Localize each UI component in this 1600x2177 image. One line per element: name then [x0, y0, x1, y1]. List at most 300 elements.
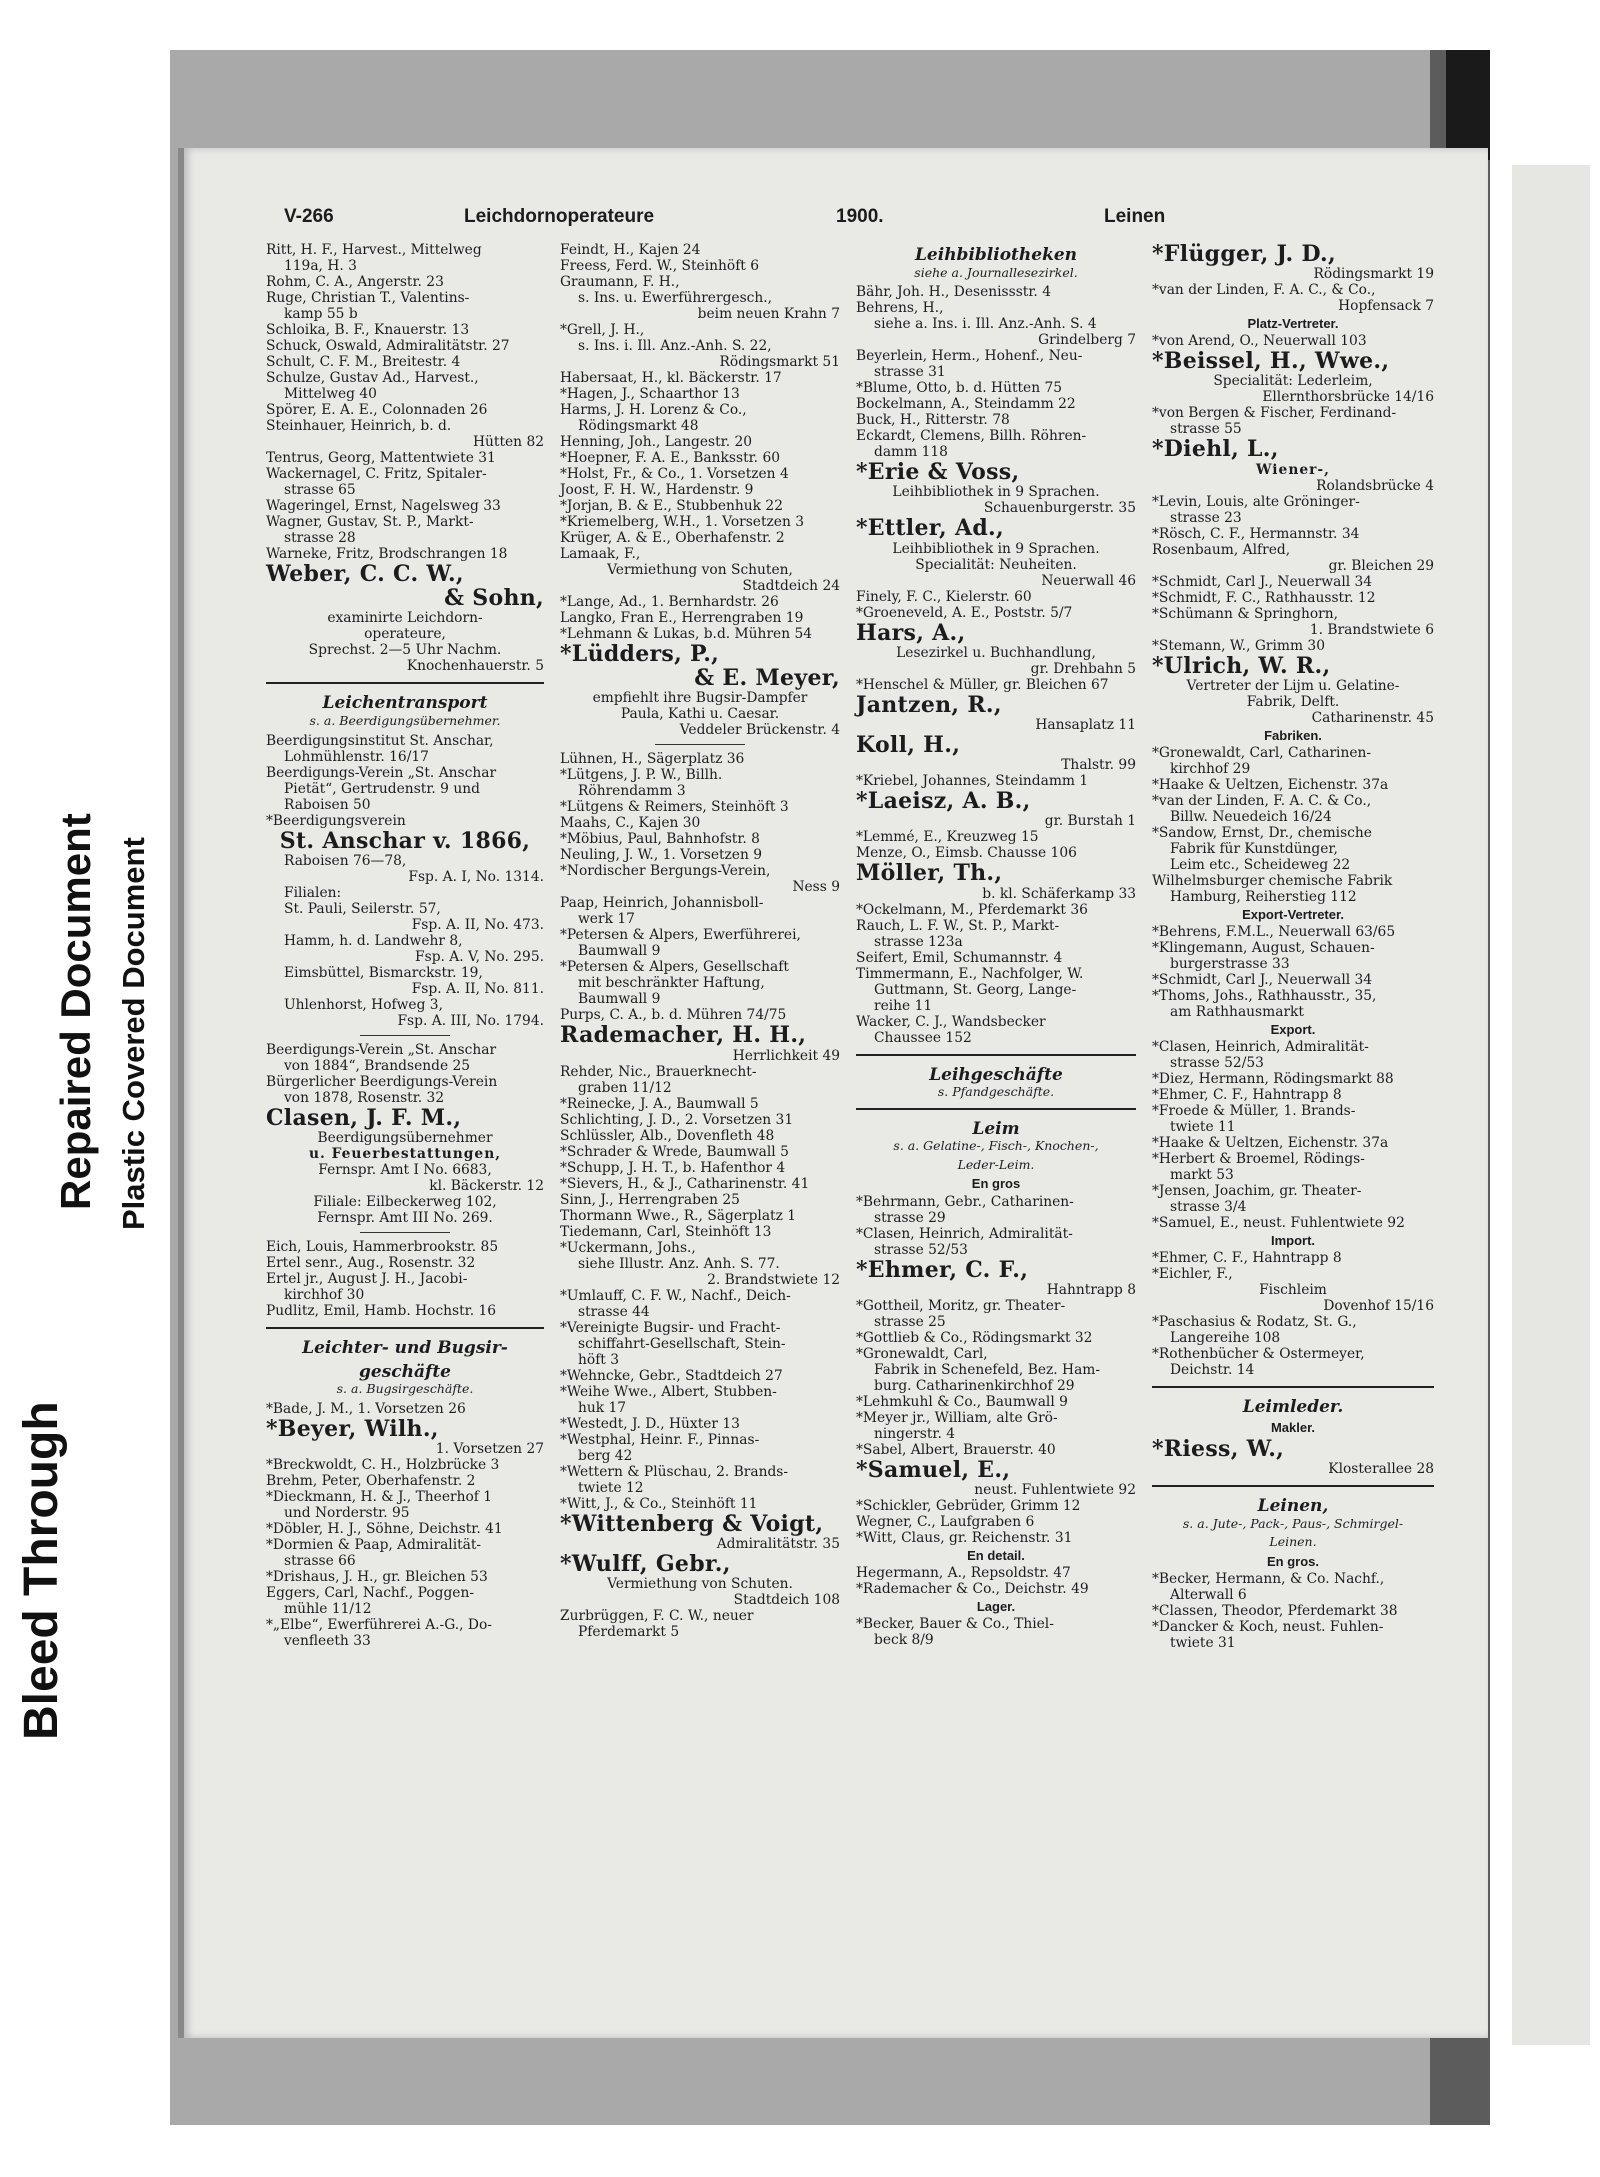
directory-entry: burgerstrasse 33	[1170, 955, 1290, 972]
column-rule	[1152, 1485, 1434, 1487]
advert-name: *Wulff, Gebr.,	[560, 1550, 731, 1577]
directory-entry: *Hoepner, F. A. E., Banksstr. 60	[560, 450, 781, 466]
directory-entry: Vermiethung von Schuten,	[607, 562, 793, 578]
directory-entry: Uhlenhorst, Hofweg 3,	[284, 996, 443, 1013]
directory-entry: Stadtdeich 24	[742, 578, 840, 594]
directory-entry: Rödingsmarkt 48	[578, 418, 699, 434]
directory-entry: Wackernagel, C. Fritz, Spitaler-	[266, 466, 487, 482]
directory-entry: *Weihe Wwe., Albert, Stubben-	[560, 1383, 777, 1400]
directory-entry: höft 3	[578, 1351, 620, 1368]
directory-entry: kl. Bäckerstr. 12	[429, 1177, 544, 1194]
directory-entry: *von Bergen & Fischer, Ferdinand-	[1152, 405, 1397, 422]
column-1	[266, 242, 544, 1649]
advert-name: Clasen, J. F. M.,	[266, 1104, 462, 1131]
directory-entry: Specialität: Neuheiten.	[915, 556, 1077, 573]
directory-entry: Leihbibliothek in 9 Sprachen.	[892, 484, 1100, 501]
directory-entry: *Levin, Louis, alte Gröninger-	[1152, 493, 1360, 510]
directory-entry: Pietät“, Gertrudenstr. 9 und	[284, 780, 480, 797]
directory-entry: *Sievers, H., & J., Catharinenstr. 41	[560, 1175, 810, 1192]
directory-entry: *Clasen, Heinrich, Admiralität-	[856, 1225, 1073, 1242]
column-2	[560, 242, 840, 1640]
directory-entry: Fabriken.	[1264, 727, 1322, 743]
directory-entry: Knochenhauerstr. 5	[406, 658, 544, 675]
directory-entry: *Gronewaldt, Carl, Catharinen-	[1152, 744, 1372, 761]
directory-entry: *Thoms, Johs., Rathhausstr., 35,	[1152, 987, 1377, 1004]
side-labels	[14, 100, 151, 1820]
directory-entry: Pudlitz, Emil, Hamb. Hochstr. 16	[266, 1302, 497, 1319]
directory-entry: Beyerlein, Herm., Hohenf., Neu-	[856, 348, 1083, 365]
directory-entry: strasse 25	[874, 1313, 946, 1330]
directory-entry: Leim etc., Scheideweg 22	[1170, 856, 1351, 873]
directory-entry: *Classen, Theodor, Pferdemarkt 38	[1152, 1602, 1398, 1619]
directory-entry: empfiehlt ihre Bugsir-Dampfer	[592, 690, 808, 707]
directory-entry: von 1878, Rosenstr. 32	[284, 1089, 445, 1106]
section-heading: Leimleder.	[1242, 1397, 1344, 1418]
directory-entry: Röhrendamm 3	[578, 783, 686, 800]
directory-entry: Ruge, Christian T., Valentins-	[266, 290, 470, 306]
directory-entry: Eich, Louis, Hammerbrookstr. 85	[266, 1238, 499, 1255]
directory-entry: Lesezirkel u. Buchhandlung,	[896, 644, 1096, 661]
directory-entry: *Witt, Claus, gr. Reichenstr. 31	[856, 1529, 1073, 1546]
directory-entry: mit beschränkter Haftung,	[578, 975, 765, 992]
directory-entry: *Lütgens & Reimers, Steinhöft 3	[560, 799, 789, 816]
advert-name: *Diehl, L.,	[1152, 436, 1279, 463]
directory-entry: Brehm, Peter, Oberhafenstr. 2	[266, 1473, 476, 1490]
directory-entry: Admiralitätstr. 35	[716, 1535, 840, 1552]
directory-entry: strasse 3/4	[1170, 1199, 1247, 1216]
directory-entry: Stadtdeich 108	[733, 1591, 840, 1608]
directory-entry: strasse 44	[578, 1303, 650, 1320]
directory-entry: *Sabel, Albert, Brauerstr. 40	[856, 1441, 1056, 1458]
directory-entry: Hegermann, A., Repsoldstr. 47	[856, 1565, 1071, 1581]
directory-entry: Dovenhof 15/16	[1323, 1298, 1434, 1315]
directory-entry: Eckardt, Clemens, Billh. Röhren-	[856, 428, 1087, 445]
directory-entry: Eggers, Carl, Nachf., Poggen-	[266, 1585, 474, 1602]
directory-entry: Buck, H., Ritterstr. 78	[856, 412, 1010, 429]
directory-entry: Hütten 82	[473, 434, 544, 450]
directory-entry: 1. Brandstwiete 6	[1309, 621, 1434, 638]
directory-entry: Krüger, A. & E., Oberhafenstr. 2	[560, 530, 785, 546]
directory-entry: *Schmidt, Carl J., Neuerwall 34	[1152, 971, 1373, 988]
directory-entry: gr. Burstah 1	[1044, 813, 1136, 830]
advert-name: *Flügger, J. D.,	[1152, 241, 1336, 267]
directory-entry: *Witt, J., & Co., Steinhöft 11	[560, 1495, 758, 1512]
directory-entry: Bockelmann, A., Steindamm 22	[856, 396, 1076, 413]
header-last-entry: Leinen	[1104, 206, 1166, 227]
directory-entry: strasse 123a	[874, 933, 963, 950]
directory-entry: Billw. Neuedeich 16/24	[1170, 808, 1332, 825]
advert-name: *Riess, W.,	[1152, 1435, 1285, 1462]
directory-entry: Wacker, C. J., Wandsbecker	[856, 1013, 1046, 1030]
directory-entry: Rolandsbrücke 4	[1316, 477, 1434, 494]
directory-entry: *Ehmer, C. F., Hahntrapp 8	[1152, 1250, 1342, 1267]
directory-entry: Platz-Vertreter.	[1247, 316, 1339, 332]
directory-entry: *Diez, Hermann, Rödingsmarkt 88	[1152, 1071, 1394, 1088]
directory-entry: *Eichler, F.,	[1152, 1266, 1233, 1283]
directory-entry: strasse 23	[1170, 509, 1242, 526]
directory-entry: *Samuel, E., neust. Fuhlentwiete 92	[1152, 1215, 1405, 1232]
directory-entry: *Behrens, F.M.L., Neuerwall 63/65	[1152, 923, 1396, 940]
directory-entry: berg 42	[578, 1447, 633, 1464]
directory-entry: beck 8/9	[874, 1632, 934, 1649]
directory-entry: *Rademacher & Co., Deichstr. 49	[856, 1581, 1089, 1597]
directory-entry: Maahs, C., Kajen 30	[560, 815, 701, 832]
directory-entry: *von Arend, O., Neuerwall 103	[1152, 333, 1367, 350]
directory-entry: Export-Vertreter.	[1242, 906, 1344, 922]
directory-entry: En detail.	[967, 1547, 1025, 1563]
advert-name: *Lüdders, P.,	[560, 641, 720, 667]
directory-entry: Lohmühlenstr. 16/17	[284, 748, 429, 765]
directory-entry: Ertel senr., Aug., Rosenstr. 32	[266, 1254, 476, 1271]
directory-entry: Joost, F. H. W., Hardenstr. 9	[560, 482, 754, 498]
directory-entry: *Schickler, Gebrüder, Grimm 12	[856, 1497, 1081, 1514]
directory-entry: kirchhof 30	[284, 1286, 365, 1303]
scan-strip	[1446, 50, 1490, 160]
directory-entry: Paap, Heinrich, Johannisboll-	[560, 895, 764, 912]
section-heading: Leihbibliotheken	[914, 245, 1078, 265]
directory-entry: *Henschel & Müller, gr. Bleichen 67	[856, 676, 1109, 693]
directory-entry: *Petersen & Alpers, Gesellschaft	[560, 959, 789, 976]
directory-entry: Schulze, Gustav Ad., Harvest.,	[266, 370, 479, 386]
directory-entry: *Holst, Fr., & Co., 1. Vorsetzen 4	[560, 466, 789, 482]
directory-entry: St. Pauli, Seilerstr. 57,	[284, 900, 441, 917]
directory-entry: *Blume, Otto, b. d. Hütten 75	[856, 380, 1063, 397]
directory-entry: strasse 28	[284, 530, 356, 546]
directory-entry: Sinn, J., Herrengraben 25	[560, 1191, 740, 1208]
directory-entry: Lager.	[976, 1599, 1016, 1614]
directory-entry: twiete 11	[1170, 1119, 1236, 1136]
advert-name: Möller, Th.,	[856, 860, 1003, 887]
section-heading: Leinen,	[1257, 1496, 1329, 1517]
directory-entry: En gros.	[1266, 1553, 1319, 1569]
directory-entry: twiete 31	[1170, 1634, 1236, 1651]
directory-entry: Raboisen 76—78,	[284, 852, 407, 869]
directory-entry: *Grell, J. H.,	[560, 322, 645, 338]
directory-entry: beim neuen Krahn 7	[697, 306, 840, 322]
advert-name: *Laeisz, A. B.,	[856, 788, 1031, 815]
directory-entry: werk 17	[578, 911, 635, 928]
directory-entry: En gros	[971, 1176, 1021, 1192]
directory-entry: Bürgerlicher Beerdigungs-Verein	[266, 1073, 498, 1090]
column-rule	[856, 1108, 1136, 1110]
directory-entry: kirchhof 29	[1170, 760, 1251, 777]
directory-entry: *Lehmkuhl & Co., Baumwall 9	[856, 1393, 1068, 1410]
directory-entry: *Paschasius & Rodatz, St. G.,	[1152, 1314, 1357, 1331]
advert-name: *Ulrich, W. R.,	[1152, 652, 1331, 679]
directory-entry: strasse 55	[1170, 421, 1242, 438]
column-4	[1152, 242, 1434, 1651]
advert-name: Weber, C. C. W.,	[266, 561, 464, 587]
directory-entry: u. Feuerbestattungen,	[308, 1145, 502, 1162]
directory-entry: Fernspr. Amt I No. 6683,	[318, 1161, 492, 1178]
directory-entry: und Norderstr. 95	[284, 1505, 410, 1522]
header-first-entry: Leichdornoperateure	[464, 206, 655, 227]
directory-entry: *Lange, Ad., 1. Bernhardstr. 26	[560, 594, 779, 610]
directory-entry: *Vereinigte Bugsir- und Fracht-	[560, 1319, 781, 1336]
directory-entry: Fischleim	[1259, 1282, 1327, 1299]
directory-entry: s. Ins. i. Ill. Anz.-Anh. S. 22,	[578, 338, 772, 354]
directory-entry: *van der Linden, F. A. C., & Co.,	[1152, 282, 1376, 299]
directory-entry: Menze, O., Eimsb. Chausse 106	[856, 845, 1077, 862]
directory-entry: Leinen.	[1269, 1534, 1317, 1550]
directory-entry: Klosterallee 28	[1328, 1461, 1434, 1478]
directory-entry: Fernspr. Amt III No. 269.	[317, 1209, 493, 1226]
section-heading: Leichentransport	[322, 693, 488, 714]
directory-entry: Catharinenstr. 45	[1311, 709, 1434, 726]
directory-entry: *Becker, Hermann, & Co. Nachf.,	[1152, 1570, 1385, 1587]
section-heading: Leim	[972, 1118, 1020, 1139]
directory-entry: *Drishaus, J. H., gr. Bleichen 53	[266, 1569, 488, 1586]
directory-entry: Neuerwall 46	[1041, 572, 1136, 589]
directory-entry: *Herbert & Broemel, Rödings-	[1152, 1151, 1365, 1168]
directory-entry: Seifert, Emil, Schumannstr. 4	[856, 949, 1063, 966]
directory-entry: Specialität: Lederleim,	[1213, 373, 1373, 390]
directory-entry: venfleeth 33	[284, 1633, 371, 1650]
directory-entry: s. Ins. u. Ewerführergesch.,	[578, 290, 773, 306]
directory-entry: Wagner, Gustav, St. P., Markt-	[266, 514, 474, 530]
advert-name: St. Anschar v. 1866,	[279, 827, 531, 854]
bleed-through-label: Bleed Through	[15, 1401, 68, 1740]
directory-entry: *Ockelmann, M., Pferdemarkt 36	[856, 901, 1088, 918]
directory-entry: *Klingemann, August, Schauen-	[1152, 939, 1375, 956]
directory-entry: Veddeler Brückenstr. 4	[679, 722, 840, 739]
section-heading: Leihgeschäfte	[929, 1064, 1063, 1085]
directory-page	[178, 148, 1488, 2038]
directory-entry: Ritt, H. F., Harvest., Mittelweg	[266, 242, 482, 258]
plastic-covered-label: Plastic Covered Document	[116, 837, 151, 1230]
directory-entry: *Gronewaldt, Carl,	[856, 1345, 988, 1362]
directory-entry: *Lehmann & Lukas, b.d. Mühren 54	[560, 626, 813, 642]
directory-entry: Feindt, H., Kajen 24	[560, 242, 701, 258]
directory-entry: Fsp. A. II, No. 811.	[411, 980, 544, 997]
directory-entry: *Behrmann, Gebr., Catharinen-	[856, 1193, 1074, 1210]
directory-entry: strasse 52/53	[1170, 1055, 1264, 1072]
column-rule	[856, 1054, 1136, 1056]
directory-entry: *Clasen, Heinrich, Admiralität-	[1152, 1039, 1369, 1056]
directory-entry: Makler.	[1270, 1419, 1316, 1435]
directory-entry: 119a, H. 3	[284, 258, 357, 274]
directory-entry: Fsp. A. III, No. 1794.	[397, 1012, 544, 1029]
directory-entry: *Möbius, Paul, Bahnhofstr. 8	[560, 831, 760, 848]
directory-entry: s. a. Bugsirgeschäfte.	[336, 1381, 474, 1397]
directory-entry: *Kriemelberg, W.H., 1. Vorsetzen 3	[560, 514, 804, 530]
directory-entry: *Meyer jr., William, alte Grö-	[856, 1409, 1058, 1426]
advert-name: *Erie & Voss,	[856, 459, 1020, 486]
directory-entry: *Schmidt, Carl J., Neuerwall 34	[1152, 573, 1373, 590]
column-rule	[655, 744, 745, 745]
directory-entry: ningerstr. 4	[874, 1425, 956, 1442]
directory-entry: *Haake & Ueltzen, Eichenstr. 37a	[1152, 1135, 1389, 1152]
directory-entry: Timmermann, E., Nachfolger, W.	[856, 965, 1084, 982]
directory-entry: Hansaplatz 11	[1035, 716, 1136, 733]
directory-entry: Leder-Leim.	[957, 1156, 1035, 1172]
adjacent-page-edge	[1512, 165, 1590, 2045]
advert-name: Jantzen, R.,	[856, 691, 1002, 718]
directory-entry: Wiener-,	[1256, 461, 1330, 478]
directory-entry: s. a. Beerdigungsübernehmer.	[309, 713, 501, 729]
directory-entry: *Beerdigungsverein	[266, 812, 406, 829]
directory-entry: Wilhelmsburger chemische Fabrik	[1152, 872, 1393, 889]
directory-entry: Thormann Wwe., R., Sägerplatz 1	[560, 1207, 797, 1224]
directory-entry: Bähr, Joh. H., Desenissstr. 4	[856, 284, 1051, 301]
directory-entry: Schult, C. F. M., Breitestr. 4	[266, 354, 461, 370]
advert-name: *Ettler, Ad.,	[856, 515, 1004, 542]
advert-name: & Sohn,	[444, 585, 544, 612]
directory-entry: strasse 52/53	[874, 1241, 968, 1258]
directory-entry: *Froede & Müller, 1. Brands-	[1152, 1103, 1356, 1120]
directory-entry: Paula, Kathi u. Caesar.	[620, 706, 780, 723]
column-rule	[360, 1232, 450, 1233]
directory-entry: Schauenburgerstr. 35	[983, 500, 1136, 517]
directory-entry: *Ehmer, C. F., Hahntrapp 8	[1152, 1087, 1342, 1104]
directory-entry: graben 11/12	[578, 1079, 672, 1096]
column-rule	[1152, 1386, 1434, 1388]
directory-entry: Vermiethung von Schuten.	[607, 1575, 793, 1592]
directory-entry: Tentrus, Georg, Mattentwiete 31	[266, 450, 496, 466]
directory-entry: Beerdigungsinstitut St. Anschar,	[266, 732, 494, 749]
directory-entry: Wageringel, Ernst, Nagelsweg 33	[266, 498, 501, 514]
directory-entry: *Lütgens, J. P. W., Billh.	[560, 767, 723, 784]
advert-name: Koll, H.,	[856, 731, 961, 758]
directory-entry: Fabrik in Schenefeld, Bez. Ham-	[874, 1361, 1101, 1378]
directory-entry: Chaussee 152	[874, 1029, 972, 1046]
repaired-document-label: Repaired Document	[52, 813, 99, 1210]
directory-entry: *Jensen, Joachim, gr. Theater-	[1152, 1183, 1362, 1200]
directory-entry: *Umlauff, C. F. W., Nachf., Deich-	[560, 1287, 791, 1304]
directory-entry: Guttmann, St. Georg, Lange-	[874, 981, 1077, 998]
directory-entry: Rödingsmarkt 51	[719, 354, 840, 370]
directory-entry: Fsp. A. I, No. 1314.	[408, 868, 544, 885]
directory-entry: Zurbrüggen, F. C. W., neuer	[560, 1607, 754, 1624]
directory-entry: *Schmidt, F. C., Rathhausstr. 12	[1152, 589, 1376, 606]
column-rule	[266, 682, 544, 684]
directory-entry: *Bade, J. M., 1. Vorsetzen 26	[266, 1400, 466, 1417]
header-year: 1900.	[836, 206, 884, 227]
page-number: V-266	[284, 206, 334, 227]
directory-entry: *Westphal, Heinr. F., Pinnas-	[560, 1431, 760, 1448]
directory-entry: *Uckermann, Johs.,	[560, 1239, 696, 1256]
directory-entry: Schlichting, J. D., 2. Vorsetzen 31	[560, 1111, 794, 1128]
directory-entry: reihe 11	[874, 997, 933, 1014]
directory-entry: Leihbibliothek in 9 Sprachen.	[892, 540, 1100, 557]
directory-entry: Ertel jr., August J. H., Jacobi-	[266, 1270, 468, 1287]
directory-entry: *Jorjan, B. & E., Stubbenhuk 22	[560, 498, 783, 514]
directory-entry: siehe a. Journallesezirkel.	[914, 264, 1078, 280]
directory-entry: *Lemmé, E., Kreuzweg 15	[856, 829, 1039, 846]
directory-entry: gr. Bleichen 29	[1328, 557, 1434, 574]
directory-entry: *Schümann & Springhorn,	[1152, 605, 1339, 622]
directory-entry: *Sandow, Ernst, Dr., chemische	[1152, 824, 1372, 841]
directory-entry: *Dieckmann, H. & J., Theerhof 1	[266, 1489, 493, 1506]
directory-entry: *Rösch, C. F., Hermannstr. 34	[1152, 525, 1360, 542]
directory-entry: 2. Brandstwiete 12	[707, 1271, 840, 1288]
directory-entry: *Hagen, J., Schaarthor 13	[560, 386, 740, 402]
directory-entry: Herrlichkeit 49	[732, 1047, 840, 1064]
directory-entry: Purps, C. A., b. d. Mühren 74/75	[560, 1007, 787, 1024]
directory-entry: 1. Vorsetzen 27	[435, 1441, 544, 1458]
directory-entry: *Groeneveld, A. E., Poststr. 5/7	[856, 604, 1073, 621]
directory-entry: Wegner, C., Laufgraben 6	[856, 1513, 1035, 1530]
directory-entry: s. a. Gelatine-, Fisch-, Knochen-,	[893, 1138, 1099, 1154]
directory-entry: Thalstr. 99	[1061, 757, 1136, 774]
directory-entry: *Rothenbücher & Ostermeyer,	[1152, 1346, 1365, 1363]
directory-entry: *Becker, Bauer & Co., Thiel-	[856, 1616, 1054, 1633]
directory-entry: Harms, J. H. Lorenz & Co.,	[560, 402, 747, 418]
directory-entry: Schloika, B. F., Knauerstr. 13	[266, 322, 470, 338]
directory-entry: Warneke, Fritz, Brodschrangen 18	[266, 546, 508, 562]
directory-entry: Graumann, F. H.,	[560, 274, 680, 290]
directory-entry: Baumwall 9	[578, 943, 661, 960]
section-heading: Leichter- und Bugsir-	[302, 1337, 508, 1358]
directory-entry: *Haake & Ueltzen, Eichenstr. 37a	[1152, 776, 1389, 793]
directory-entry: Pferdemarkt 5	[578, 1623, 680, 1640]
directory-entry: b. kl. Schäferkamp 33	[982, 885, 1136, 902]
directory-entry: strasse 65	[284, 482, 356, 498]
directory-entry: strasse 31	[874, 364, 946, 381]
directory-entry: strasse 66	[284, 1553, 356, 1570]
directory-entry: *Gottheil, Moritz, gr. Theater-	[856, 1297, 1066, 1314]
section-heading: geschäfte	[359, 1361, 451, 1382]
directory-entry: s. a. Jute-, Pack-, Paus-, Schmirgel-	[1182, 1515, 1404, 1531]
directory-entry: Behrens, H.,	[856, 300, 944, 317]
directory-entry: huk 17	[578, 1399, 627, 1416]
directory-entry: gr. Drehbahn 5	[1030, 660, 1136, 677]
directory-entry: Export.	[1270, 1021, 1316, 1037]
directory-entry: neust. Fuhlentwiete 92	[974, 1481, 1136, 1498]
directory-entry: Fabrik für Kunstdünger,	[1170, 840, 1338, 857]
advert-name: Rademacher, H. H.,	[560, 1022, 807, 1049]
directory-entry: examinirte Leichdorn-	[327, 610, 483, 627]
directory-entry: *„Elbe“, Ewerführerei A.-G., Do-	[266, 1617, 492, 1634]
directory-entry: Rauch, L. F. W., St. P., Markt-	[856, 917, 1060, 934]
advert-name: *Beissel, H., Wwe.,	[1152, 348, 1390, 375]
directory-entry: Vertreter der Lijm u. Gelatine-	[1186, 677, 1400, 694]
directory-entry: Langereihe 108	[1170, 1330, 1281, 1347]
directory-entry: Baumwall 9	[578, 991, 661, 1008]
directory-entry: Ellernthorsbrücke 14/16	[1262, 389, 1434, 406]
directory-entry: burg. Catharinenkirchhof 29	[874, 1377, 1075, 1394]
directory-entry: *Breckwoldt, C. H., Holzbrücke 3	[266, 1457, 500, 1474]
directory-entry: *Gottlieb & Co., Rödingsmarkt 32	[856, 1329, 1093, 1346]
directory-entry: kamp 55 b	[284, 306, 358, 322]
directory-entry: Alterwall 6	[1170, 1586, 1247, 1603]
directory-entry: Beerdigungs-Verein „St. Anschar	[266, 764, 497, 781]
directory-entry: operateure,	[364, 626, 446, 643]
directory-entry: Freess, Ferd. W., Steinhöft 6	[560, 258, 760, 274]
directory-entry: mühle 11/12	[284, 1601, 372, 1618]
advert-name: *Beyer, Wilh.,	[266, 1415, 439, 1442]
directory-entry: *Schupp, J. H. T., b. Hafenthor 4	[560, 1159, 786, 1176]
directory-entry: *Westedt, J. D., Hüxter 13	[560, 1415, 740, 1432]
directory-entry: Hahntrapp 8	[1046, 1281, 1136, 1298]
directory-entry: *Schrader & Wrede, Baumwall 5	[560, 1143, 789, 1160]
directory-entry: von 1884“, Brandsende 25	[284, 1057, 471, 1074]
directory-entry: Sprechst. 2—5 Uhr Nachm.	[308, 642, 502, 659]
directory-entry: *Wettern & Plüschau, 2. Brands-	[560, 1463, 789, 1480]
directory-entry: *Wehncke, Gebr., Stadtdeich 27	[560, 1367, 783, 1384]
directory-entry: Lühnen, H., Sägerplatz 36	[560, 751, 745, 768]
advert-name: *Wittenberg & Voigt,	[560, 1510, 824, 1537]
directory-entry: Neuling, J. W., 1. Vorsetzen 9	[560, 847, 763, 864]
directory-entry: Spörer, E. A. E., Colonnaden 26	[266, 402, 488, 418]
directory-entry: Finely, F. C., Kielerstr. 60	[856, 588, 1032, 605]
directory-entry: Hopfensack 7	[1338, 298, 1434, 315]
directory-entry: Langko, Fran E., Herrengraben 19	[560, 610, 804, 626]
advert-name: *Ehmer, C. F.,	[856, 1256, 1029, 1283]
directory-entry: markt 53	[1170, 1167, 1234, 1184]
directory-entry: Beerdigungs-Verein „St. Anschar	[266, 1041, 497, 1058]
directory-entry: Filialen:	[284, 884, 342, 901]
